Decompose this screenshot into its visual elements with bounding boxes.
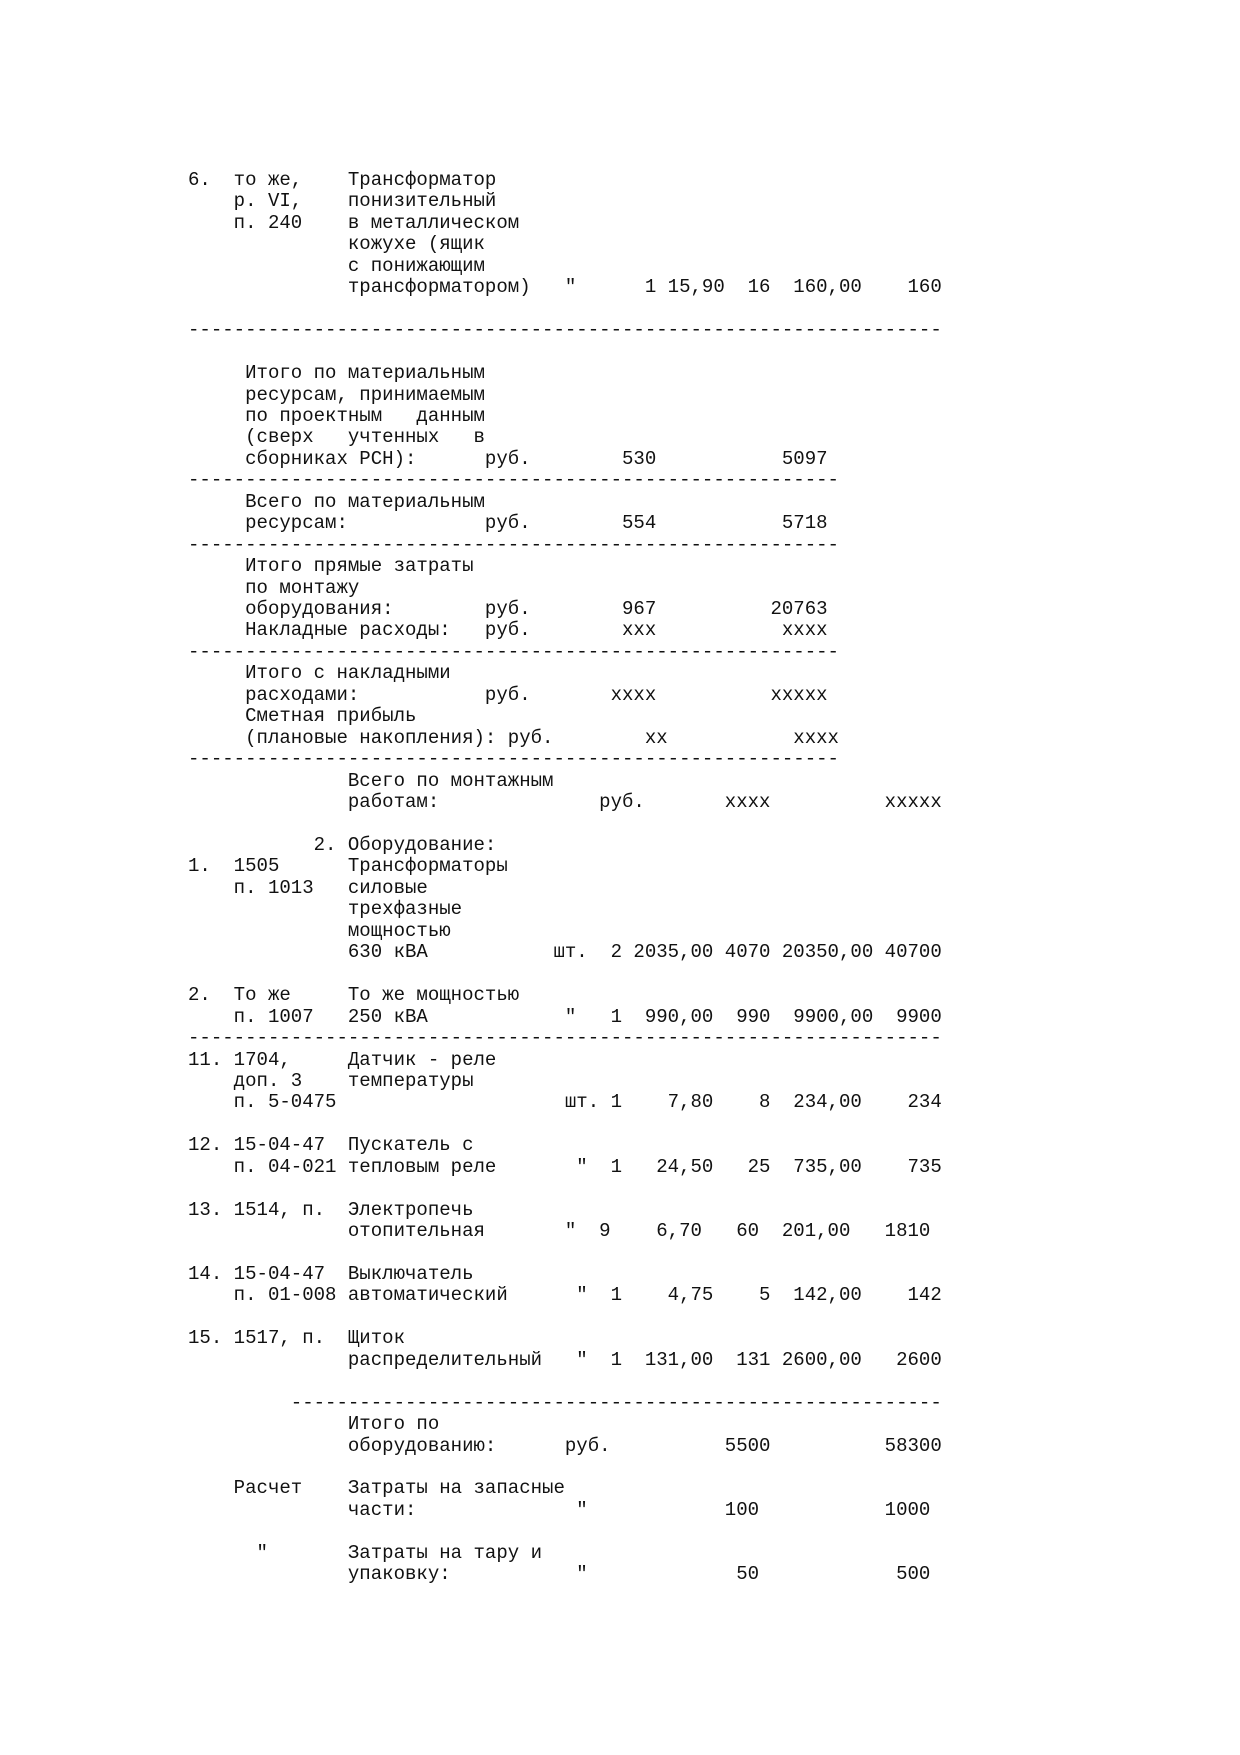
- text-line: 15. 1517, п. Щиток: [188, 1327, 405, 1350]
- text-line: 630 кВА шт. 2 2035,00 4070 20350,00 40700: [188, 941, 942, 964]
- text-line: п. 04-021 тепловым реле " 1 24,50 25 735,00 735: [188, 1155, 942, 1178]
- separator-line: ---------------------------------------------------------: [188, 640, 839, 663]
- text-line: сборниках РСН): руб. 530 5097: [188, 447, 828, 470]
- separator-line: ------------------------------------------------------------------: [188, 1027, 942, 1050]
- text-line: Итого по: [188, 1413, 440, 1436]
- text-line: [188, 1114, 942, 1135]
- text-line: Итого с накладными: [188, 662, 451, 685]
- separator-line: ---------------------------------------------------------: [188, 533, 839, 556]
- text-line: Сметная прибыль: [188, 705, 417, 728]
- separator-line: ---------------------------------------------------------: [188, 469, 839, 492]
- text-line: п. 01-008 автоматический " 1 4,75 5 142,00 142: [188, 1284, 942, 1307]
- text-line: 2. Оборудование:: [188, 834, 497, 856]
- text-line: п. 240 в металлическом: [188, 211, 520, 234]
- text-line: [188, 1243, 942, 1264]
- text-line: по проектным данным: [188, 404, 485, 427]
- text-line: оборудованию: руб. 5500 58300: [188, 1434, 942, 1457]
- text-line: отопительная " 9 6,70 60 201,00 1810: [188, 1220, 931, 1243]
- text-line: ресурсам: руб. 554 5718: [188, 512, 828, 535]
- text-line: Всего по монтажным: [188, 769, 554, 792]
- text-line: п. 1007 250 кВА " 1 990,00 990 9900,00 9900: [188, 1005, 942, 1028]
- text-line: трехфазные: [188, 898, 463, 921]
- text-line: Расчет Затраты на запасные: [188, 1477, 565, 1500]
- text-line: кожухе (ящик: [188, 233, 485, 256]
- text-line: [188, 1178, 942, 1199]
- text-line: р. VI, понизительный: [188, 190, 497, 213]
- text-line: с понижающим: [188, 254, 485, 277]
- text-line: Накладные расходы: руб. ххх хххх: [188, 619, 828, 642]
- document-text: [188, 170, 942, 1586]
- text-line: [188, 1457, 942, 1478]
- text-line: оборудования: руб. 967 20763: [188, 598, 828, 621]
- text-line: 6. то же, Трансформатор: [188, 169, 497, 191]
- text-line: по монтажу: [188, 576, 360, 599]
- text-line: 14. 15-04-47 Выключатель: [188, 1263, 474, 1285]
- text-line: 2. То же То же мощностью: [188, 984, 520, 1007]
- text-line: [188, 1521, 942, 1542]
- text-line: [188, 342, 942, 363]
- text-line: Итого прямые затраты: [188, 555, 474, 578]
- text-line: " Затраты на тару и: [188, 1541, 543, 1564]
- text-line: упаковку: " 50 500: [188, 1563, 931, 1586]
- text-line: части: " 100 1000: [188, 1498, 931, 1521]
- text-line: трансформатором) " 1 15,90 16 160,00 160: [188, 276, 942, 299]
- text-line: п. 1013 силовые: [188, 876, 428, 899]
- text-line: п. 5-0475 шт. 1 7,80 8 234,00 234: [188, 1091, 942, 1114]
- text-line: [188, 964, 942, 985]
- text-line: Всего по материальным: [188, 490, 485, 513]
- text-line: 13. 1514, п. Электропечь: [188, 1198, 474, 1221]
- separator-line: ---------------------------------------------------------: [188, 1391, 942, 1414]
- text-line: доп. 3 температуры: [188, 1069, 474, 1092]
- text-line: распределительный " 1 131,00 131 2600,00 2600: [188, 1348, 942, 1371]
- text-line: [188, 1371, 942, 1392]
- text-line: [188, 1307, 942, 1328]
- text-line: [188, 299, 942, 320]
- text-line: (сверх учтенных в: [188, 426, 485, 449]
- separator-line: ---------------------------------------------------------: [188, 748, 839, 771]
- text-line: (плановые накопления): руб. хх хххх: [188, 726, 839, 749]
- text-line: 12. 15-04-47 Пускатель с: [188, 1134, 474, 1157]
- text-line: 1. 1505 Трансформаторы: [188, 855, 508, 878]
- text-line: [188, 814, 942, 835]
- text-line: мощностью: [188, 919, 451, 942]
- text-line: 11. 1704, Датчик - реле: [188, 1048, 497, 1071]
- text-line: работам: руб. хххх ххххх: [188, 791, 942, 814]
- separator-line: ------------------------------------------------------------------: [188, 319, 942, 342]
- text-line: ресурсам, принимаемым: [188, 383, 485, 406]
- text-line: расходами: руб. хххх ххххх: [188, 683, 828, 706]
- text-line: Итого по материальным: [188, 362, 485, 385]
